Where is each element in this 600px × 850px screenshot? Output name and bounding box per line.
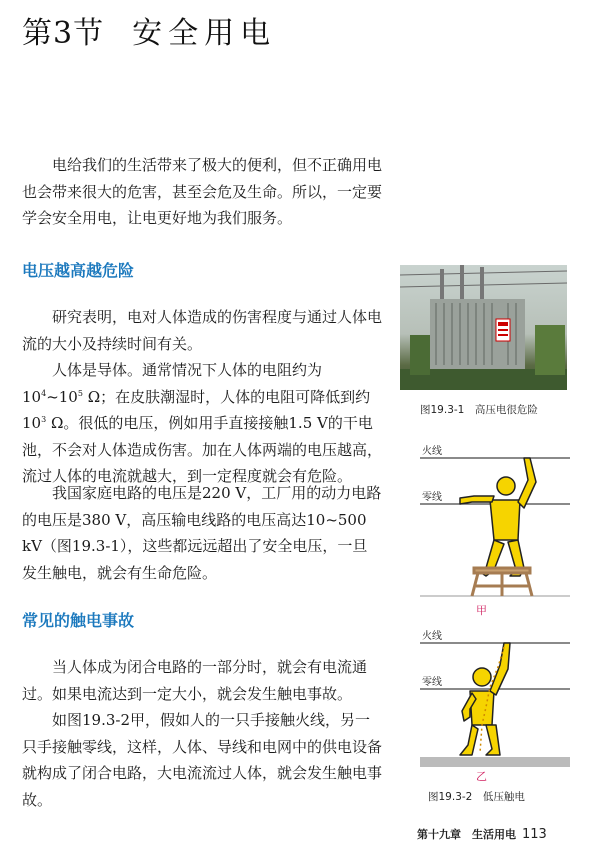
paragraph-research: 研究表明，电对人体造成的伤害程度与通过人体电流的大小及持续时间有关。 — [22, 308, 383, 353]
paragraph-closed-circuit: 当人体成为闭合电路的一部分时，就会有电流通过。如果电流达到一定大小，就会发生触电事故。 — [22, 658, 368, 703]
section-title — [22, 8, 276, 52]
paragraph-household-voltage: 我国家庭电路的电压是220 V，工厂用的动力电路的电压是380 V，高压输电线路的电压高达10~500 kV（图19.3-1），这些都远远超出了安全电压，一旦发生触电，就会有生命危险。 — [22, 484, 382, 582]
live-wire-label-b: 火线 — [422, 631, 442, 642]
one-hand-shock-illustration — [420, 625, 570, 770]
page-footer — [417, 826, 547, 842]
figure-19-3-2-b — [420, 625, 570, 785]
heading-electric-shock-accidents: 常见的触电事故 — [22, 611, 135, 630]
neutral-wire-label-a: 零线 — [422, 492, 442, 503]
subfigure-label-b: 乙 — [476, 770, 487, 783]
section-name: 安全用电 — [132, 16, 277, 51]
figure-19-3-2-a — [420, 440, 570, 615]
footer-chapter: 第十九章 生活用电 — [417, 828, 516, 841]
subfigure-label-a: 甲 — [476, 604, 487, 617]
intro-paragraph: 电给我们的生活带来了极大的便利，但不正确用电也会带来很大的危害，甚至会危及生命。所以，一定要学会安全用电，让电更好地为我们服务。 — [22, 156, 383, 227]
page-number: 113 — [522, 827, 547, 842]
two-hand-shock-illustration — [420, 440, 570, 600]
live-wire-label-a: 火线 — [422, 446, 442, 457]
neutral-wire-label-b: 零线 — [422, 677, 442, 688]
section-number: 第3节 — [22, 16, 105, 51]
paragraph-example-a: 如图19.3-2甲，假如人的一只手接触火线，另一只手接触零线，这样，人体、导线和电网中的供电设备就构成了闭合电路，大电流流过人体，就会发生触电事故。 — [22, 711, 383, 809]
paragraph-body-resistance: 人体是导体。通常情况下人体的电阻约为$10^4\sim 10^5$ Ω；在皮肤潮湿时，人体的电阻可降低到约$10^3$ Ω。很低的电压，例如用手直接接触1.5 V的干电池，不会对人体造成伤害。加在人体两端的电压越高，流过人体的电流就越大，到一定程度就会有危险。 — [22, 361, 383, 485]
heading-voltage-danger: 电压越高越危险 — [22, 261, 135, 280]
figure-19-3-2-caption: 图19.3-2 低压触电 — [428, 791, 525, 803]
figure-19-3-1-caption: 图19.3-1 高压电很危险 — [420, 404, 538, 416]
transformer-photo — [400, 265, 567, 390]
